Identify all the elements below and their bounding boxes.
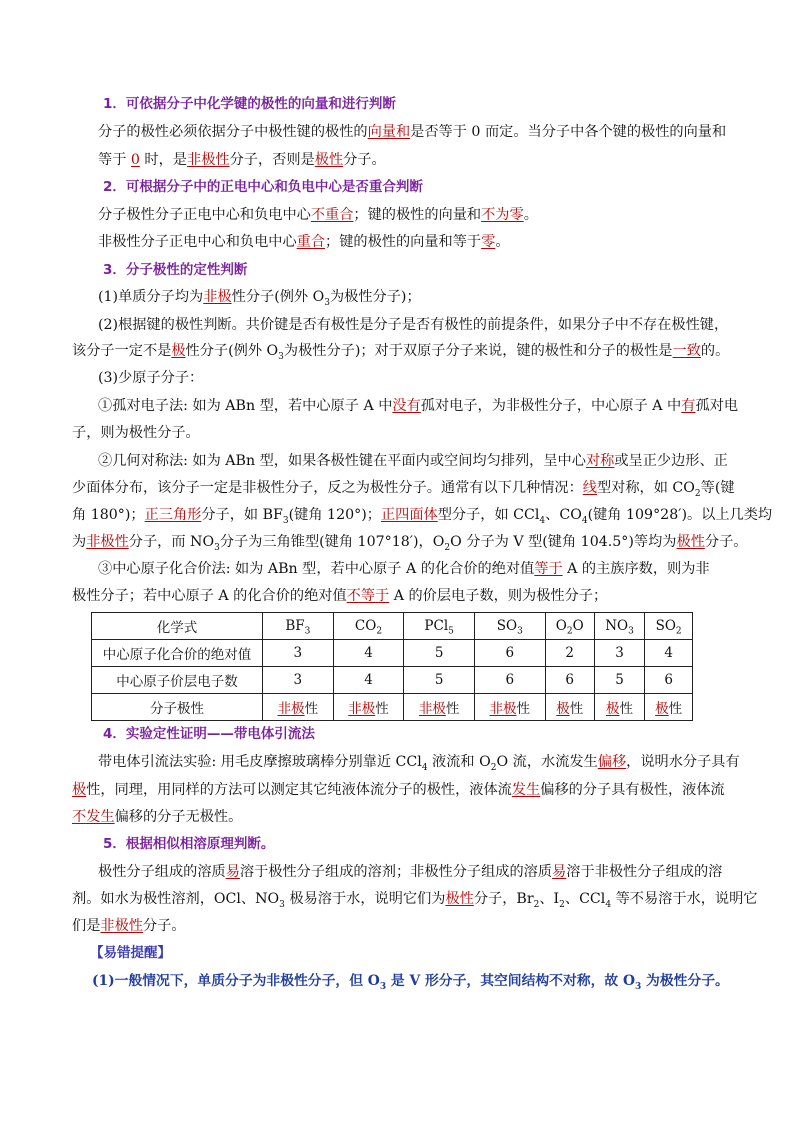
table-row <box>92 667 693 694</box>
answer-blank: 非极 <box>277 701 305 717</box>
section-4-line-3 <box>72 807 242 827</box>
table-cell: 4 <box>333 640 404 667</box>
symmetry-method-line-2 <box>72 478 735 498</box>
text: 分子，Br <box>473 891 534 907</box>
text: 性 <box>569 701 584 717</box>
subscript: 5 <box>448 626 454 637</box>
section-1-line-2 <box>98 150 386 170</box>
table-cell: 4 <box>645 640 693 667</box>
text: 是否等于 0 而定。当分子中各个键的极性的向量和 <box>410 124 727 140</box>
text: 分子极性分子正电中心和负电中心 <box>98 207 311 223</box>
text: 偏移的分子无极性。 <box>114 809 243 825</box>
subscript: 2 <box>566 626 573 637</box>
answer-blank: 极 <box>556 701 570 717</box>
table-header-cell: 化学式 <box>92 613 263 640</box>
answer-blank: 重合 <box>296 234 326 250</box>
polarity-cell <box>545 694 594 721</box>
table-row <box>92 694 693 721</box>
text: 偏移的分子具有极性，液体流 <box>540 782 725 798</box>
section-4-line-1 <box>98 752 740 772</box>
text: 性分子(例外 O <box>185 343 279 359</box>
answer-blank: 发生 <box>511 782 541 798</box>
section-5-line-2 <box>72 889 757 909</box>
section-4-heading: 4．实验定性证明——带电体引流法 <box>103 726 315 742</box>
row-label: 分子极性 <box>92 694 263 721</box>
formula-cell <box>645 613 693 640</box>
table-row <box>92 613 693 640</box>
subscript: 2 <box>376 626 383 637</box>
text: 溶于非极性分子组成的溶 <box>566 864 723 880</box>
answer-blank: 非极性 <box>187 152 230 168</box>
text: SO <box>496 618 518 634</box>
subscript: 4 <box>605 899 612 910</box>
error-tip-line-1 <box>92 971 729 991</box>
section-5-line-1 <box>98 862 722 882</box>
text: 们是 <box>72 918 101 934</box>
text: 分子的极性必须依据分子中极性键的极性的 <box>98 124 368 140</box>
subscript: 3 <box>278 351 284 362</box>
text: 分子，如 BF <box>201 507 283 523</box>
text: 性 <box>304 701 319 717</box>
text: ；键的极性的向量和等于 <box>325 234 482 250</box>
table-cell: 5 <box>594 667 644 694</box>
text: BF <box>285 618 305 634</box>
table-row <box>92 640 693 667</box>
text: 分子。 <box>704 534 748 550</box>
subscript: 3 <box>214 542 220 553</box>
text: 液流和 O <box>427 754 491 770</box>
section-1-line-1 <box>98 122 726 142</box>
text: 分子，而 NO <box>128 534 215 550</box>
answer-blank: 偏移 <box>597 754 627 770</box>
symmetry-method-line-3 <box>72 505 772 525</box>
text: 分子为三角锥型(键角 107°18′)，O <box>219 534 445 550</box>
text: (1)单质分子均为 <box>98 289 204 305</box>
answer-blank: 非极 <box>203 289 232 305</box>
answer-blank: 对称 <box>585 453 615 469</box>
table-cell: 6 <box>545 667 594 694</box>
text: (1)一般情况下，单质分子为非极性分子，但 O <box>92 973 380 989</box>
answer-blank: 零 <box>481 234 496 250</box>
polarity-cell <box>645 694 693 721</box>
text: 性 <box>86 782 101 798</box>
answer-blank: 正四面体 <box>380 507 438 523</box>
valence-method-line-2 <box>72 586 607 606</box>
text: 分子，否则是 <box>229 152 315 168</box>
text: 少面体分布，该分子一定是非极性分子，反之为极性分子。通常有以下几种情况： <box>72 480 583 496</box>
polarity-cell <box>263 694 334 721</box>
text: 、I <box>539 891 560 907</box>
answer-blank: 非极 <box>489 701 517 717</box>
polarity-cell <box>594 694 644 721</box>
section-3-item-2-line-1: (2)根据键的极性判断。共价键是否有极性是分子是否有极性的前提条件，如果分子中不存在极性键， <box>98 317 729 333</box>
table-cell: 4 <box>333 667 404 694</box>
answer-blank: 极 <box>171 343 186 359</box>
formula-cell <box>333 613 404 640</box>
answer-blank: 不为零 <box>481 207 524 223</box>
answer-blank: 极性 <box>676 534 705 550</box>
text: 是 V 形分子，其空间结构不对称，故 O <box>386 973 635 989</box>
text: 非极性分子正电中心和负电中心 <box>98 234 297 250</box>
section-2-line-2 <box>98 232 510 252</box>
answer-blank: 没有 <box>392 398 421 414</box>
text: 极易溶于水，说明它们为 <box>284 891 446 907</box>
polarity-cell <box>404 694 475 721</box>
subscript: 4 <box>421 762 428 773</box>
text: 性 <box>516 701 531 717</box>
text: ；键的极性的向量和 <box>353 207 482 223</box>
text: 的。 <box>700 343 730 359</box>
text: 极性分子；若中心原子 A 的化合价的绝对值 <box>72 588 347 604</box>
answer-blank: 极 <box>606 701 620 717</box>
section-5-heading: 5．根据相似相溶原理判断。 <box>103 836 275 852</box>
table-cell: 5 <box>404 640 475 667</box>
answer-blank: 易 <box>225 864 240 880</box>
error-tip-title: 【易错提醒】 <box>90 945 171 961</box>
text: 带电体引流法实验: 用毛皮摩擦玻璃棒分别靠近 CCl <box>98 754 422 770</box>
text: 为 <box>72 534 87 550</box>
answer-blank: 有 <box>681 398 696 414</box>
text: 分子。 <box>142 918 186 934</box>
answer-blank: 非极性 <box>100 918 143 934</box>
answer-blank: 一致 <box>672 343 701 359</box>
table-cell: 5 <box>404 667 475 694</box>
text: CO <box>354 618 377 634</box>
answer-blank: 易 <box>552 864 567 880</box>
answer-blank: 非极 <box>418 701 446 717</box>
subscript: 3 <box>282 515 289 526</box>
text: SO <box>655 618 676 634</box>
answer-blank: 向量和 <box>367 124 411 140</box>
row-label: 中心原子化合价的绝对值 <box>92 640 263 667</box>
text: O 分子为 V 型(键角 104.5°)等均为 <box>450 534 677 550</box>
answer-blank: 极 <box>72 782 87 798</box>
subscript: 2 <box>490 762 497 773</box>
row-label: 中心原子价层电子数 <box>92 667 263 694</box>
answer-blank: 线 <box>582 480 597 496</box>
text: 为极性分子)； <box>329 289 421 305</box>
text: A 的主族序数，则为非 <box>562 561 710 577</box>
section-3-item-3: (3)少原子分子： <box>98 370 204 386</box>
text: ①孤对电子法: 如为 ABn 型，若中心原子 A 中 <box>98 398 393 414</box>
table-cell: 2 <box>545 640 594 667</box>
polarity-table <box>91 612 693 721</box>
table-cell: 3 <box>263 640 334 667</box>
text: 为极性分子)；对于双原子分子来说，键的极性和分子的极性是 <box>283 343 673 359</box>
polarity-cell <box>333 694 404 721</box>
text: ②几何对称法: 如为 ABn 型，如果各极性键在平面内或空间均匀排列，呈中心 <box>98 453 586 469</box>
text: 该分子一定不是 <box>72 343 172 359</box>
formula-cell <box>594 613 644 640</box>
subscript: 2 <box>533 899 540 910</box>
answer-blank: 非极 <box>348 701 376 717</box>
subscript: 2 <box>559 899 565 910</box>
section-3-item-2-line-2 <box>72 341 729 361</box>
table-cell: 3 <box>594 640 644 667</box>
text: PCl <box>424 618 449 634</box>
answer-blank: 不发生 <box>72 809 115 825</box>
formula-cell <box>474 613 545 640</box>
subscript: 4 <box>581 515 588 526</box>
text: 型对称，如 CO <box>596 480 695 496</box>
text: O 流，水流发生 <box>496 754 598 770</box>
table-cell: 6 <box>645 667 693 694</box>
section-3-item-1 <box>98 287 421 307</box>
subscript: 3 <box>324 297 330 308</box>
text: 溶于极性分子组成的溶剂；非极性分子组成的溶质 <box>239 864 553 880</box>
formula-cell <box>263 613 334 640</box>
text: 为极性分子。 <box>641 973 729 989</box>
answer-blank: 不重合 <box>310 207 354 223</box>
text: 等(键 <box>700 480 735 496</box>
text: (键角 120°)； <box>288 507 381 523</box>
subscript: 2 <box>675 626 682 637</box>
text: 、CO <box>545 507 582 523</box>
subscript: 3 <box>304 626 311 637</box>
answer-blank: 等于 <box>534 561 563 577</box>
answer-blank: 非极性 <box>86 534 129 550</box>
text: 或呈正少边形、正 <box>614 453 728 469</box>
subscript: 3 <box>517 626 523 637</box>
lone-pair-method-line-2: 子，则为极性分子。 <box>72 425 200 441</box>
text: A 的价层电子数，则为极性分子； <box>389 588 608 604</box>
formula-cell <box>545 613 594 640</box>
text: O <box>555 618 567 634</box>
text: 性分子(例外 O <box>231 289 325 305</box>
answer-blank: 不等于 <box>346 588 390 604</box>
subscript: 2 <box>694 488 701 499</box>
answer-blank: 极性 <box>314 152 344 168</box>
text: 等不易溶于水，说明它 <box>611 891 758 907</box>
text: 性 <box>445 701 460 717</box>
subscript: 2 <box>444 542 451 553</box>
subscript: 3 <box>379 981 387 992</box>
subscript: 3 <box>634 981 642 992</box>
text: NO <box>605 618 629 634</box>
symmetry-method-line-4 <box>72 532 747 552</box>
formula-cell <box>404 613 475 640</box>
subscript: 3 <box>279 899 285 910</box>
text: 、CCl <box>564 891 606 907</box>
text: 。 <box>523 207 538 223</box>
section-1-heading: 1．可依据分子中化学键的极性的向量和进行判断 <box>103 96 396 112</box>
valence-method-line-1 <box>98 559 710 579</box>
text: 等于 <box>98 152 131 168</box>
text: 剂。如水为极性溶剂，OCl、NO <box>72 891 280 907</box>
text: O <box>572 618 584 634</box>
text: ，同理，用同样的方法可以测定其它纯液体流分子的极性，液体流 <box>100 782 512 798</box>
answer-blank: 极 <box>655 701 669 717</box>
polarity-cell <box>474 694 545 721</box>
section-4-line-2 <box>72 780 725 800</box>
text: 分子。 <box>343 152 386 168</box>
section-2-line-1 <box>98 205 538 225</box>
text: 角 180°)； <box>72 507 145 523</box>
section-5-line-3 <box>72 916 186 936</box>
text: 性 <box>375 701 389 717</box>
table-cell: 6 <box>474 667 545 694</box>
text: 型分子，如 CCl <box>437 507 540 523</box>
text: ③中心原子化合价法: 如为 ABn 型，若中心原子 A 的化合价的绝对值 <box>98 561 535 577</box>
symmetry-method-line-1 <box>98 451 728 471</box>
text: 性 <box>619 701 634 717</box>
text: 孤对电 <box>695 398 739 414</box>
answer-blank: 0 <box>130 152 140 168</box>
subscript: 4 <box>539 515 546 526</box>
text: 。 <box>495 234 510 250</box>
text: 性 <box>668 701 683 717</box>
table-cell: 3 <box>263 667 334 694</box>
table-cell: 6 <box>474 640 545 667</box>
text: 孤对电子，为非极性分子，中心原子 A 中 <box>420 398 682 414</box>
text: ，说明水分子具有 <box>626 754 740 770</box>
answer-blank: 正三角形 <box>144 507 202 523</box>
text: (键角 109°28′)。以上几类均 <box>587 507 773 523</box>
lone-pair-method-line-1 <box>98 396 738 416</box>
section-2-heading: 2．可根据分子中的正电中心和负电中心是否重合判断 <box>103 179 423 195</box>
section-3-heading: 3．分子极性的定性判断 <box>103 262 248 278</box>
answer-blank: 极性 <box>445 891 474 907</box>
subscript: 3 <box>628 626 634 637</box>
text: 时，是 <box>139 152 187 168</box>
text: 极性分子组成的溶质 <box>98 864 226 880</box>
